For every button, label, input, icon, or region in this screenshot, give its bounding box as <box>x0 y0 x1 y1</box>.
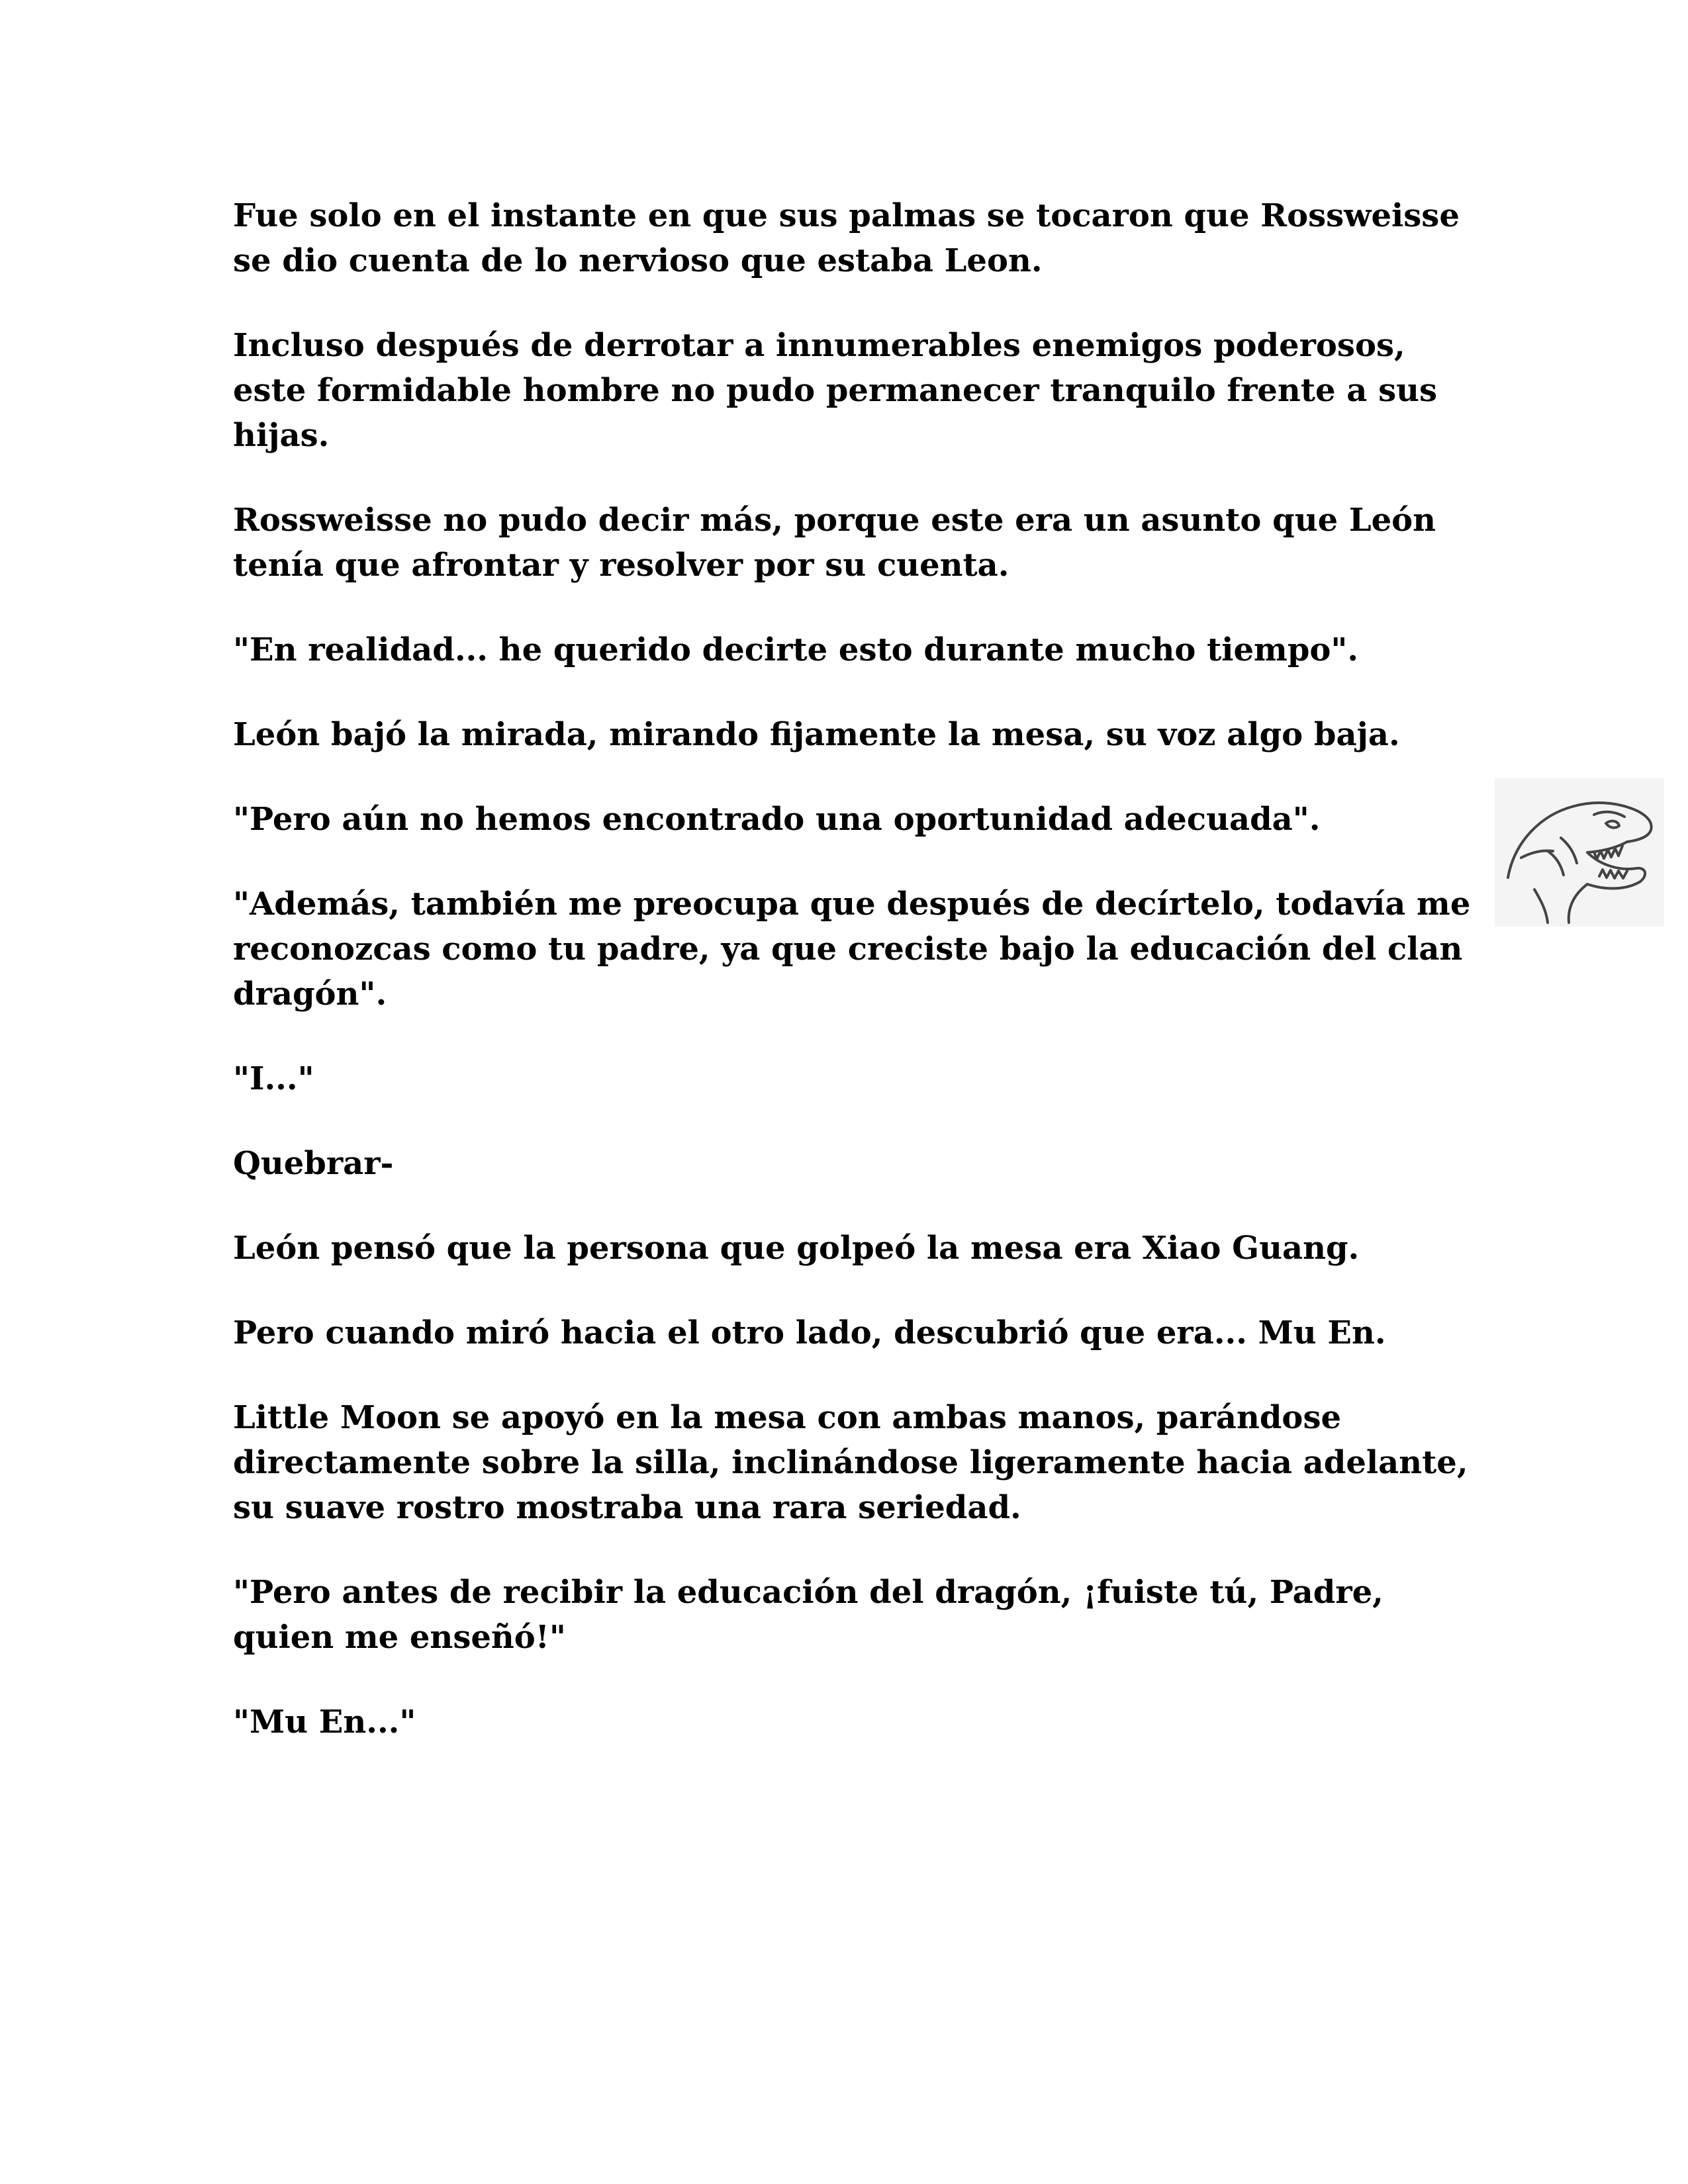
paragraph: Fue solo en el instante en que sus palmas se tocaron que Rossweisse se dio cuenta de lo nervioso que estaba Leon. <box>233 197 1460 279</box>
paragraph: Little Moon se apoyó en la mesa con ambas manos, parándose directamente sobre la silla, inclinándose ligeramente hacia adelante, su suave rostro mostraba una rara seriedad. <box>233 1399 1468 1526</box>
paragraph: "Pero aún no hemos encontrado una oportunidad adecuada". <box>233 801 1321 838</box>
paragraph: "Además, también me preocupa que después de decírtelo, todavía me reconozcas como tu padre, ya que creciste bajo la educación del clan dragón". <box>233 886 1471 1013</box>
dinosaur-head-icon <box>1495 778 1664 927</box>
paragraph: Rossweisse no pudo decir más, porque este era un asunto que León tenía que afrontar y resolver por su cuenta. <box>233 502 1436 584</box>
paragraph: "Mu En..." <box>233 1704 416 1741</box>
paragraph: "En realidad... he querido decirte esto durante mucho tiempo". <box>233 631 1359 668</box>
paragraph: León bajó la mirada, mirando fijamente la mesa, su voz algo baja. <box>233 716 1400 753</box>
paragraph: "I..." <box>233 1060 314 1097</box>
document-body <box>233 193 1477 1784</box>
paragraph: "Pero antes de recibir la educación del dragón, ¡fuiste tú, Padre, quien me enseñó!" <box>233 1574 1383 1656</box>
paragraph: Pero cuando miró hacia el otro lado, descubrió que era... Mu En. <box>233 1314 1386 1351</box>
paragraph: Quebrar- <box>233 1145 394 1182</box>
paragraph: León pensó que la persona que golpeó la mesa era Xiao Guang. <box>233 1230 1360 1267</box>
paragraph: Incluso después de derrotar a innumerables enemigos poderosos, este formidable hombre no pudo permanecer tranquilo frente a sus hijas. <box>233 327 1438 454</box>
